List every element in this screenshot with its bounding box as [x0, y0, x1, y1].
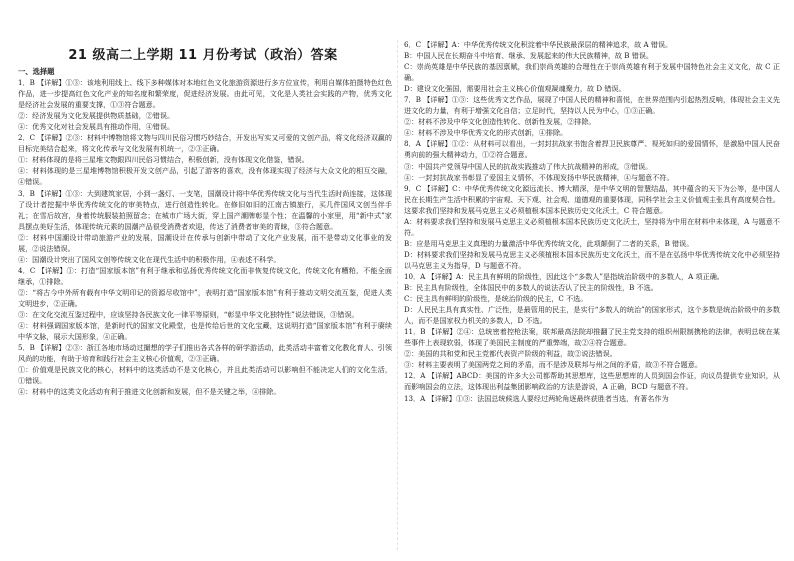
answer-paragraph: 5．B 【详解】②③：浙江各地市场动过撮想的学子们推出各式各样的研学游活动，此类活动丰富着文化教化育人、引领风尚的功能，有助于培育和践行社会主义核心价值观，②③正确。 [18, 343, 392, 364]
document-title: 21 级高二上学期 11 月份考试（政治）答案 [68, 48, 338, 63]
answer-paragraph: ④：材料不涉及中华优秀文化的形式创新，④排除。 [404, 128, 568, 138]
section-heading: 一、选择题 [18, 67, 55, 76]
answer-paragraph: ①：价值观是民族文化的核心，材料中的这类活动不是文化核心，并且此类活动可以影响但不能决定人们的文化生活，①错误。 [18, 365, 392, 386]
answer-paragraph: ②：美国的共和党和民主党都代表资产阶级的利益，故②说法错误。 [404, 349, 617, 359]
answer-paragraph: ②：经济发展为文化发展提供物质基础，②错误。 [18, 111, 175, 121]
answer-paragraph: ④：优秀文化对社会发展具有推动作用，④错误。 [18, 122, 175, 132]
answer-paragraph: D：人民民主具有真实性、广泛性，是最管用的民主，是实行“多数人的统治”的国家形式，这个多数是统治阶级中的多数人，而不是国家权力机关的多数人，D 不选。 [404, 305, 780, 326]
answer-paragraph: 2．C 【详解】②③：材料中博物馆将文物与四川民俗习惯巧妙结合，开发出写实又可爱的文创产品，将文化经济双赢的目标完美结合起来，将文化传承与文化发展有机统一，②③正确。 [18, 133, 392, 154]
answer-paragraph: B：中国人民在长期奋斗中培育、继承、发展起来的伟大民族精神，故 B 错误。 [404, 51, 654, 61]
answer-paragraph: 4．C 【详解】①：打造“国家版本馆”有利于继承和弘扬优秀传统文化而非恢复传统文化，传统文化有糟粕，不能全面继承，①排除。 [18, 265, 392, 286]
answer-paragraph: 10．A 【详解】A：民主具有鲜明的阶级性，因此这个“多数人”是指统治阶级中的多数人，A 项正确。 [404, 271, 724, 281]
answer-paragraph: ④：材料中的这类文化活动有利于推进文化创新和发展，但不是关键之举，④排除。 [18, 387, 281, 397]
right-column [404, 39, 780, 404]
answer-paragraph: C：崇尚英雄是中华民族的基因禀赋，我们崇尚英雄的合理性在于崇尚英雄有利于发展中国特色社会主义文化，故 C 正确。 [404, 62, 780, 83]
answer-paragraph: A：材料要求我们坚持和发展马克思主义必须植根本国本民族历史文化沃土，坚持将为中用在材料中未体现，A 与题意不符。 [404, 216, 780, 237]
answer-paragraph: B：应是用马克思主义真理的力量激活中华优秀传统文化，此项颠倒了二者的关系，B 错误。 [404, 238, 694, 248]
answer-paragraph: ④：材料体现的是三星堆博物馆积极开发文创产品，引起了游客的喜欢，没有体现实现了经济与大众文化的相互交融，④错误。 [18, 166, 392, 187]
answer-paragraph: 3．B 【详解】①③：大到建筑家居，小到一盏灯、一支笔，国潮设计将中华优秀传统文化与当代生活时尚连接，这体现了设计者挖掘中华优秀传统文化的审美特点，进行创造性转化。在修旧如旧的江南古镇旅行，买几件国风文创当伴手礼；在雪后故宫，身着传统服装拍照留念；在城市广场大街，穿上国产潮牌彰显个性；在温馨的小家里，用“新中式”家具摆点美好生活，体现传统元素的国潮产品很受消费者欢迎，传达了消费者审美的青睐，③符合题意。 [18, 188, 392, 231]
answer-paragraph: ③：材料主要表明了美国两党之间的矛盾，而不是涉及联邦与州之间的矛盾，故③不符合题意。 [404, 360, 702, 370]
answer-paragraph: C：民主具有鲜明的阶级性，是统治阶级的民主，C 不选。 [404, 294, 588, 304]
answer-paragraph: 8．A 【详解】①②：从材料可以看出，一封封抗战家书饱含着捍卫民族尊严、视死如归的爱国情怀，是激励中国人民奋勇向前的强大精神动力，①②符合题意。 [404, 139, 780, 160]
answer-paragraph: 9．C 【详解】C：中华优秀传统文化源远流长、博大精深，是中华文明的智慧结晶，其中蕴含的天下为公等，是中国人民在长期生产生活中积累的宇宙观、天下观、社会观、道德观的重要体现，同科学社会主义价值观主张具有高度契合性。这要求我们坚持和发展马克思主义必须植根本国本民族历史文化沃土，C 符合题意。 [404, 183, 780, 215]
answer-paragraph: 1．B 【详解】①③：该地利用线上、线下多种媒体对本地红色文化旅游资源进行多方位宣传，利用自媒体拍摄特色红色作品，进一步提高红色文化产业的知名度和繁荣度，促进经济发展。由此可见，文化是人类社会实践的产物，优秀文化是经济社会发展的重要支撑，①③符合题意。 [18, 78, 392, 110]
answer-paragraph: B：民主具有阶级性，全体国民中的多数人的说法否认了民主的阶级性，B 不选。 [404, 283, 658, 293]
answer-paragraph: ①：材料体现的是将三星堆文物跟四川民俗习惯结合，积极创新，没有体现文化借鉴，错误。 [18, 155, 309, 165]
answer-paragraph: ③：在文化交流互鉴过程中，应该坚持各民族文化一律平等原则，“彰显中华文化独特性”说法错误，③错误。 [18, 310, 359, 320]
answer-paragraph: ④：材料强调国家版本馆，是新时代的国家文化殿堂，也是传给后世的文化宝藏，这说明打造“国家版本馆”有利于赓续中华文脉，展示大国形象，④正确。 [18, 321, 392, 342]
answer-paragraph: ④：国潮设计突出了国风文创等传统文化在现代生活中的积极作用，④表述不科学。 [18, 254, 281, 264]
answer-paragraph: 6．C 【详解】A：中华优秀传统文化积淀着中华民族最深层的精神追求，故 A 错误。 [404, 40, 673, 49]
column-divider [397, 40, 398, 550]
answer-paragraph: 13．A 【详解】①③：法国总统候选人要经过两轮角逐最终获胜者当选，有著名作为 [404, 393, 669, 403]
answer-paragraph: ②：材料中国潮设计带动旅游产业的发展，国潮设计在传承与创新中带动了文化产业发展，而不是带动文化事业的发展，②说法错误。 [18, 232, 392, 253]
answer-paragraph: D：建设文化强国，需要用社会主义核心价值观凝魂聚力，故 D 错误。 [404, 84, 626, 94]
left-column [18, 66, 392, 397]
answer-paragraph: ④：一封封抗战家书彰显了爱国主义情怀，不体现发扬中华民族精神，④与题意不符。 [404, 172, 674, 182]
answer-paragraph: ②：材料不涉及中华文化创造性转化、创新性发展，②排除。 [404, 117, 596, 127]
answer-paragraph: 12．A 【详解】ABCD：美国的许多大公司都帮助其思想库，这些思想库的人员到国会作证，向议员提供专业知识，从而影响国会的立法，这体现出利益集团影响政治的方法是游说，A 正确，BCD 与题意不符。 [404, 371, 780, 392]
answer-paragraph: ②：“将古今中外所有载有中华文明印记的资源尽收馆中”，表明打造“国家版本馆”有利于推动文明交流互鉴，促进人类文明进步，②正确。 [18, 287, 392, 308]
answer-paragraph: D：材料要求我们坚持和发展马克思主义必须植根本国本民族历史文化沃土，而不是在弘扬中华优秀传统文化中必须坚持以马克思主义为指导，D 与题意不符。 [404, 249, 780, 270]
answer-paragraph: 11．B 【详解】②④：总统密着控枪法案，联邦最高法院却推翻了民主党支持的组织州限制携枪的法律，表明总统在某些事件上表现软弱，体现了美国民主制度的严重弊端，故②④符合题意。 [404, 327, 780, 348]
answer-paragraph: 7．B 【详解】①③：这些优秀文艺作品，展现了中国人民的精神和喜悦，在世界范围内引起热烈反响，体现社会主义先进文化的力量，有利于增强文化自信；立足时代，坚持以人民为中心，①③正确。 [404, 95, 780, 116]
answer-paragraph: ③：中国共产党领导中国人民的抗战实践推动了伟大抗战精神的形成，③错误。 [404, 161, 653, 171]
